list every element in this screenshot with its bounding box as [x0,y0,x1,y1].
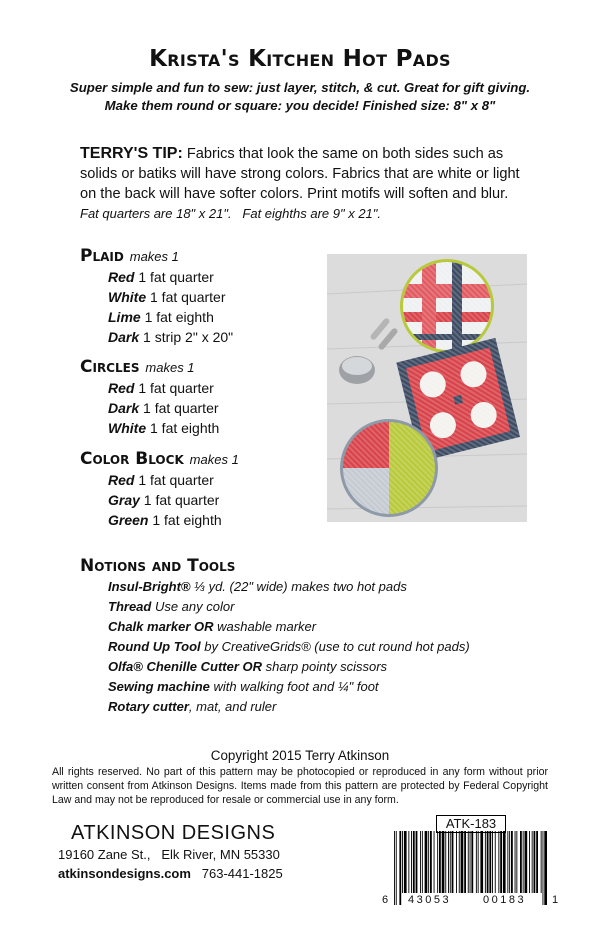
brand-name: ATKINSON DESIGNS [71,822,276,844]
barcode-bar [544,831,547,905]
list-item [108,309,214,325]
barcode-bar [523,831,524,893]
barcode-bar [534,831,536,893]
barcode-bar [529,831,530,893]
item-name: Rotary cutter [108,699,189,714]
item-detail: with walking foot and ¼" foot [209,679,379,694]
item-detail: 1 fat quarter [139,492,220,508]
item-name: Insul-Bright® [108,579,191,594]
item-name: Red [108,380,135,396]
subtitle-line-2: Make them round or square: you decide! Finished size: 8" x 8" [104,98,496,113]
item-name: Thread [108,599,152,614]
plaid-makes: makes 1 [129,249,179,264]
rights-notice: All rights reserved. No part of this pattern may be photocopied or reproduced in any form without prior written consent from Atkinson Designs. Items made from this pattern are protected by Federal Copyright Law and may not be reproduced for resale or commercial use in any form. [52,766,548,806]
barcode-bar [495,831,496,893]
barcode-bar [402,831,403,893]
barcode-bar [480,831,483,893]
item-detail: 1 strip 2" x 20" [139,329,234,345]
list-item [108,420,219,436]
list-item [108,659,387,674]
barcode-bar [456,831,457,893]
barcode-bar [489,831,491,893]
item-name: Chalk marker OR [108,619,214,634]
item-name: Red [108,472,135,488]
list-item [108,599,234,614]
barcode-bar [507,831,508,893]
section-notions-heading: Notions and Tools [80,556,236,576]
barcode-bar [413,831,415,893]
list-item [108,512,222,528]
circles-heading-text: Circles [80,357,140,377]
barcode-bar [459,831,460,893]
list-item [108,492,219,508]
barcode-bar [471,831,473,893]
item-detail: ⅓ yd. (22" wide) makes two hot pads [190,579,407,594]
section-plaid-heading [80,246,179,266]
item-detail: 1 fat eighth [140,309,214,325]
barcode-bar [448,831,449,893]
item-name: White [108,420,147,436]
address: 19160 Zane St., Elk River, MN 55330 [58,847,280,862]
barcode-bar [485,831,486,893]
barcode-bar [439,831,441,893]
fat-quarter-note: Fat quarters are 18" x 21". Fat eighths are 9" x 21". [80,206,381,221]
terrys-tip [80,144,520,204]
barcode-bar [536,831,538,893]
website-link[interactable]: atkinsondesigns.com [58,866,191,881]
subtitle-line-1: Super simple and fun to sew: just layer, stitch, & cut. Great for gift giving. [69,80,531,95]
barcode-bar [442,831,445,893]
barcode-bar [470,831,471,893]
contact-line [58,866,283,881]
barcode-bar [416,831,418,893]
copyright-line: Copyright 2015 Terry Atkinson [210,748,390,763]
list-item [108,579,407,594]
item-detail: 1 fat quarter [134,380,214,396]
barcode-bar [452,831,454,893]
list-item [108,699,276,714]
list-item [108,639,470,654]
barcode-bar [445,831,446,893]
sku-box: ATK-183 [436,815,506,833]
item-name: Red [108,269,135,285]
barcode-bar [396,831,397,905]
barcode-bar [434,831,435,893]
item-detail: by CreativeGrids® (use to cut round hot pads) [200,639,470,654]
barcode-bar [500,831,502,893]
item-name: Dark [108,400,140,416]
item-detail: 1 fat quarter [134,472,214,488]
item-detail: 1 fat eighth [148,512,222,528]
list-item [108,380,214,396]
item-name: Lime [108,309,141,325]
barcode-bar [394,831,395,905]
item-detail: 1 fat quarter [134,269,214,285]
barcode-bar [420,831,421,893]
item-name: Dark [108,329,140,345]
barcode-bar [511,831,513,893]
barcode-digit-first: 6 [382,894,389,906]
section-colorblock-heading [80,449,239,469]
plaid-heading-text: Plaid [80,246,124,266]
barcode-bar [476,831,477,893]
item-name: Olfa® Chenille Cutter OR [108,659,263,674]
colorblock-heading-text: Color Block [80,449,184,469]
barcode-bar [515,831,516,893]
barcode-bar [516,831,517,893]
barcode-bar [428,831,429,893]
tip-label: TERRY'S TIP: [80,145,183,162]
barcode-digits-left: 43053 [408,894,452,906]
list-item [108,679,379,694]
circles-makes: makes 1 [145,360,195,375]
barcode-bar [468,831,469,893]
barcode-bar [541,831,542,893]
item-name: Round Up Tool [108,639,201,654]
tip-text: Fabrics that look the same on both sides such as solids or batiks will have strong colors. Fabrics that are white or light on the back will have softer colors. Print motifs will soften and blur. [80,146,520,202]
list-item [108,329,233,345]
barcode-bar [450,831,451,893]
barcode-bar [408,831,409,893]
barcode-bar [498,831,499,893]
barcode-bar [532,831,533,893]
item-detail: 1 fat quarter [139,400,219,416]
phone-number: 763-441-1825 [190,866,283,881]
barcode-bar [461,831,464,893]
item-detail: washable marker [213,619,317,634]
barcode-bar [399,831,401,905]
barcode-bar [404,831,407,893]
barcode-bar [411,831,412,893]
item-name: White [108,289,147,305]
barcode-bar [543,831,544,905]
barcode-bar [422,831,423,893]
colorblock-makes: makes 1 [189,452,239,467]
barcode-bar [503,831,506,893]
barcode-bar [464,831,466,893]
list-item [108,269,214,285]
item-detail: Use any color [151,599,235,614]
barcode-bar [425,831,428,893]
list-item [108,472,214,488]
item-name: Gray [108,492,140,508]
item-detail: 1 fat eighth [146,420,220,436]
barcode-bar [492,831,493,893]
barcode-bar [520,831,522,893]
list-item [108,289,226,305]
item-name: Green [108,512,149,528]
item-detail: sharp pointy scissors [262,659,388,674]
barcode-digits-right: 00183 [483,894,527,906]
item-name: Sewing machine [108,679,210,694]
barcode-bar [430,831,432,893]
item-detail: 1 fat quarter [146,289,226,305]
barcode-bar [478,831,479,893]
hot-pads-photo [327,254,527,522]
page-title: Krista's Kitchen Hot Pads [149,46,451,72]
section-circles-heading [80,357,195,377]
barcode-bar [509,831,510,893]
item-detail: , mat, and ruler [188,699,277,714]
barcode-bar [487,831,489,893]
list-item [108,400,219,416]
barcode-digit-last: 1 [552,894,559,906]
list-item [108,619,316,634]
barcode-bar [525,831,528,893]
barcode-bar [437,831,438,893]
